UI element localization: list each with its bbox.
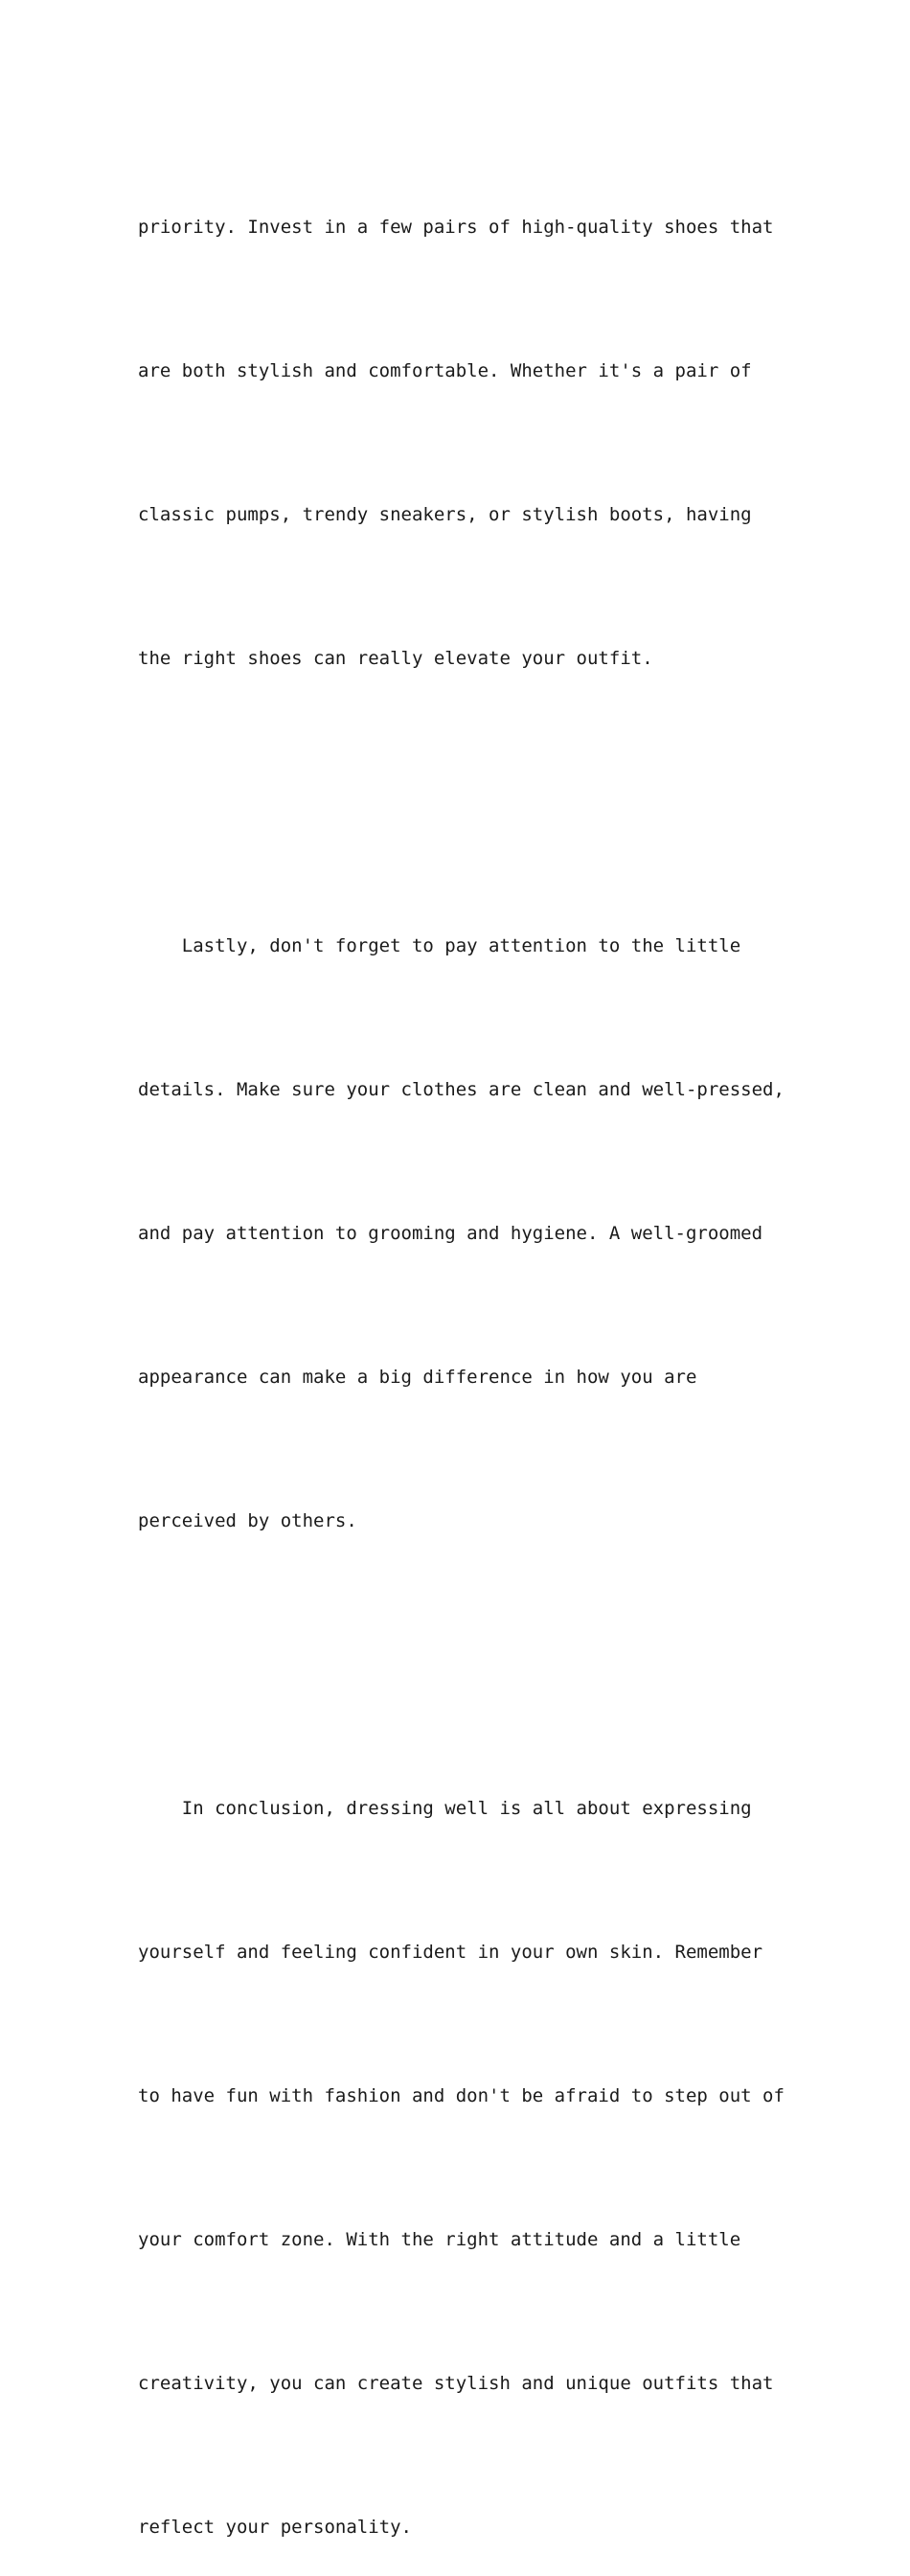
- text-line: and pay attention to grooming and hygiene. A well-groomed: [138, 1223, 763, 1244]
- text-line: your comfort zone. With the right attitude and a little: [138, 2229, 741, 2250]
- document-body: [138, 107, 789, 2576]
- text-line: are both stylish and comfortable. Whether it's a pair of: [138, 360, 752, 381]
- text-line: reflect your personality.: [138, 2517, 412, 2538]
- text-line: details. Make sure your clothes are clean and well-pressed,: [138, 1079, 785, 1100]
- paragraph-spacer: [138, 1641, 789, 1689]
- paragraph-details: [138, 826, 789, 1641]
- text-line: creativity, you can create stylish and unique outfits that: [138, 2373, 774, 2394]
- text-line: the right shoes can really elevate your outfit.: [138, 648, 653, 669]
- paragraph-spacer: [138, 778, 789, 826]
- text-line: perceived by others.: [138, 1510, 357, 1531]
- text-line: In conclusion, dressing well is all about expressing: [138, 1798, 752, 1819]
- text-line: priority. Invest in a few pairs of high-quality shoes that: [138, 217, 774, 238]
- text-line: Lastly, don't forget to pay attention to the little: [138, 935, 741, 956]
- paragraph-conclusion: [138, 1689, 789, 2576]
- text-line: to have fun with fashion and don't be afraid to step out of: [138, 2085, 785, 2106]
- text-line: classic pumps, trendy sneakers, or stylish boots, having: [138, 504, 752, 525]
- text-line: yourself and feeling confident in your own skin. Remember: [138, 1942, 763, 1963]
- text-line: appearance can make a big difference in how you are: [138, 1367, 697, 1388]
- paragraph-shoes: [138, 107, 789, 778]
